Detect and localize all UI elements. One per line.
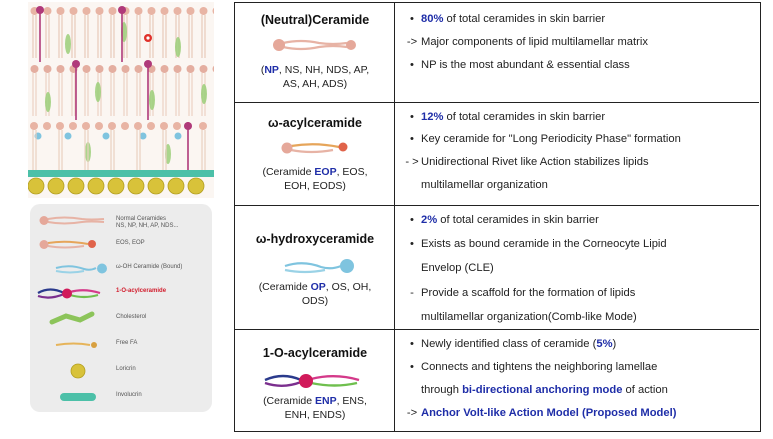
bullet: • — [410, 238, 414, 250]
bullet: • — [410, 111, 414, 123]
ceramide-name: (Neutral)Ceramide — [260, 13, 370, 27]
legend-item — [30, 334, 212, 358]
description-cell — [403, 3, 755, 102]
text-segment: Unidirectional Rivet like Action stabilizes lipids — [421, 156, 649, 168]
description-line — [403, 338, 616, 350]
text-segment: Key ceramide for "Long Periodicity Phase" formation — [421, 133, 681, 145]
loricrin-icon — [34, 360, 112, 382]
bullet: • — [410, 59, 414, 71]
text-segment: Major components of lipid multilamellar matrix — [421, 36, 648, 48]
bullet: • — [410, 214, 414, 226]
text-segment: through — [421, 384, 463, 396]
highlight-text: 5% — [596, 338, 613, 350]
omega-oh-ceramide-icon — [34, 258, 112, 280]
table-row — [235, 103, 759, 206]
normal-ceramide-icon — [34, 210, 112, 232]
legend-item — [30, 308, 212, 332]
description-line — [403, 59, 630, 71]
description-line — [403, 407, 676, 419]
ceramide-table — [234, 2, 761, 432]
text-segment: multilamellar organization(Comb-like Mode) — [421, 311, 637, 323]
bullet: -> — [406, 36, 418, 48]
highlight-text: 2% — [421, 214, 438, 226]
legend-item — [30, 210, 212, 234]
description-line — [403, 214, 599, 226]
text-segment: Exists as bound ceramide in the Corneocyte Lipid — [421, 238, 667, 250]
ceramide-subtypes: (Ceramide EOP, EOS, EOH, EODS) — [262, 166, 368, 192]
highlight-text: OP — [310, 281, 326, 293]
bullet: -> — [406, 407, 418, 419]
text-segment: , EOS, — [336, 166, 368, 178]
acylceramide-icon — [34, 282, 112, 304]
description-line — [403, 384, 668, 396]
text-segment: ) — [612, 338, 617, 350]
bullet: - — [410, 287, 414, 299]
legend-item — [30, 282, 212, 306]
legend-label-omega-oh-ceramide: ω-OH Ceramide (Bound) — [116, 264, 183, 270]
description-line — [403, 133, 681, 145]
omega-acylceramide-icon — [235, 137, 395, 159]
legend-label-free-fa: Free FA — [116, 340, 138, 346]
table-row — [235, 3, 759, 103]
description-line — [403, 311, 637, 323]
highlight-text: EOP — [314, 166, 337, 178]
table-row — [235, 330, 759, 431]
bullet: • — [410, 13, 414, 25]
ceramide-name: ω-acylceramide — [268, 116, 362, 130]
bullet: - > — [405, 156, 419, 168]
legend-label-loricrin: Loricrin — [116, 366, 136, 372]
description-line — [403, 13, 605, 25]
description-line — [403, 262, 494, 274]
text-segment: of action — [622, 384, 668, 396]
legend-label-involucrin: Involucrin — [116, 392, 142, 398]
description-line — [403, 179, 548, 191]
text-segment: , NS, NH, NDS, AP, — [278, 64, 370, 76]
text-segment: of total ceramides in skin barrier — [443, 111, 606, 123]
description-line — [403, 156, 649, 168]
legend-label-eos-eop: EOS, EOP — [116, 240, 145, 246]
description-line — [403, 238, 667, 250]
highlight-text: ENP — [315, 395, 337, 407]
text-segment: Envelop (CLE) — [421, 262, 494, 274]
cholesterol-icon — [34, 308, 112, 330]
legend-item — [30, 386, 212, 410]
text-segment: (Ceramide — [263, 395, 315, 407]
text-segment: , ENS, — [336, 395, 367, 407]
description-line — [403, 287, 635, 299]
ceramide-name: ω-hydroxyceramide — [255, 232, 375, 246]
legend-item — [30, 258, 212, 282]
text-segment: , OS, OH, — [325, 281, 372, 293]
bullet: • — [410, 361, 414, 373]
text-segment: (Ceramide — [258, 281, 311, 293]
ceramide-name: 1-O-acylceramide — [262, 346, 368, 360]
legend — [30, 204, 212, 412]
ceramide-name-cell — [235, 330, 395, 431]
bullet: • — [410, 338, 414, 350]
text-segment: Connects and tightens the neighboring lamellae — [421, 361, 658, 373]
ceramide-subtypes: (NP, NS, NH, NDS, AP, AS, AH, ADS) — [260, 64, 370, 90]
table-row — [235, 206, 759, 330]
highlight-text: Anchor Volt-like Action Model (Proposed Model) — [421, 407, 677, 419]
one-o-acylceramide-icon — [235, 368, 395, 392]
text-segment: multilamellar organization — [421, 179, 548, 191]
left-illustration-panel — [0, 0, 222, 439]
description-cell — [403, 330, 755, 431]
lipid-bilayer-illustration — [28, 2, 214, 198]
text-segment: Newly identified class of ceramide ( — [421, 338, 597, 350]
text-segment: (Ceramide — [262, 166, 315, 178]
description-line — [403, 361, 657, 373]
free-fa-icon — [34, 334, 112, 356]
legend-item — [30, 234, 212, 258]
description-line — [403, 111, 605, 123]
neutral-ceramide-icon — [235, 33, 395, 57]
eos-eop-icon — [34, 234, 112, 256]
text-segment: ( — [260, 64, 265, 76]
text-segment: of total ceramides in skin barrier — [437, 214, 599, 226]
highlight-text: 80% — [421, 13, 444, 25]
legend-label-normal-ceramide: Normal Ceramides NS, NP, NH, AP, NDS... — [116, 216, 179, 229]
text-segment: of total ceramides in skin barrier — [443, 13, 606, 25]
legend-label-cholesterol: Cholesterol — [116, 314, 147, 320]
ceramide-name-cell — [235, 206, 395, 329]
highlight-text: 12% — [421, 111, 444, 123]
description-cell — [403, 103, 755, 205]
text-segment: NP is the most abundant & essential class — [421, 59, 630, 71]
ceramide-name-cell — [235, 3, 395, 102]
highlight-text: bi-directional anchoring mode — [462, 384, 623, 396]
omega-hydroxyceramide-icon — [235, 254, 395, 278]
text-segment: Provide a scaffold for the formation of lipids — [421, 287, 636, 299]
ceramide-subtypes: (Ceramide OP, OS, OH, ODS) — [258, 281, 372, 307]
legend-label-acylceramide: 1-O-acylceramide — [116, 288, 167, 294]
legend-item — [30, 360, 212, 384]
description-line — [403, 36, 648, 48]
highlight-text: NP — [264, 64, 279, 76]
ceramide-subtypes: (Ceramide ENP, ENS, ENH, ENDS) — [263, 395, 367, 421]
description-cell — [403, 206, 755, 329]
bullet: • — [410, 133, 414, 145]
involucrin-icon — [34, 386, 112, 408]
ceramide-name-cell — [235, 103, 395, 205]
